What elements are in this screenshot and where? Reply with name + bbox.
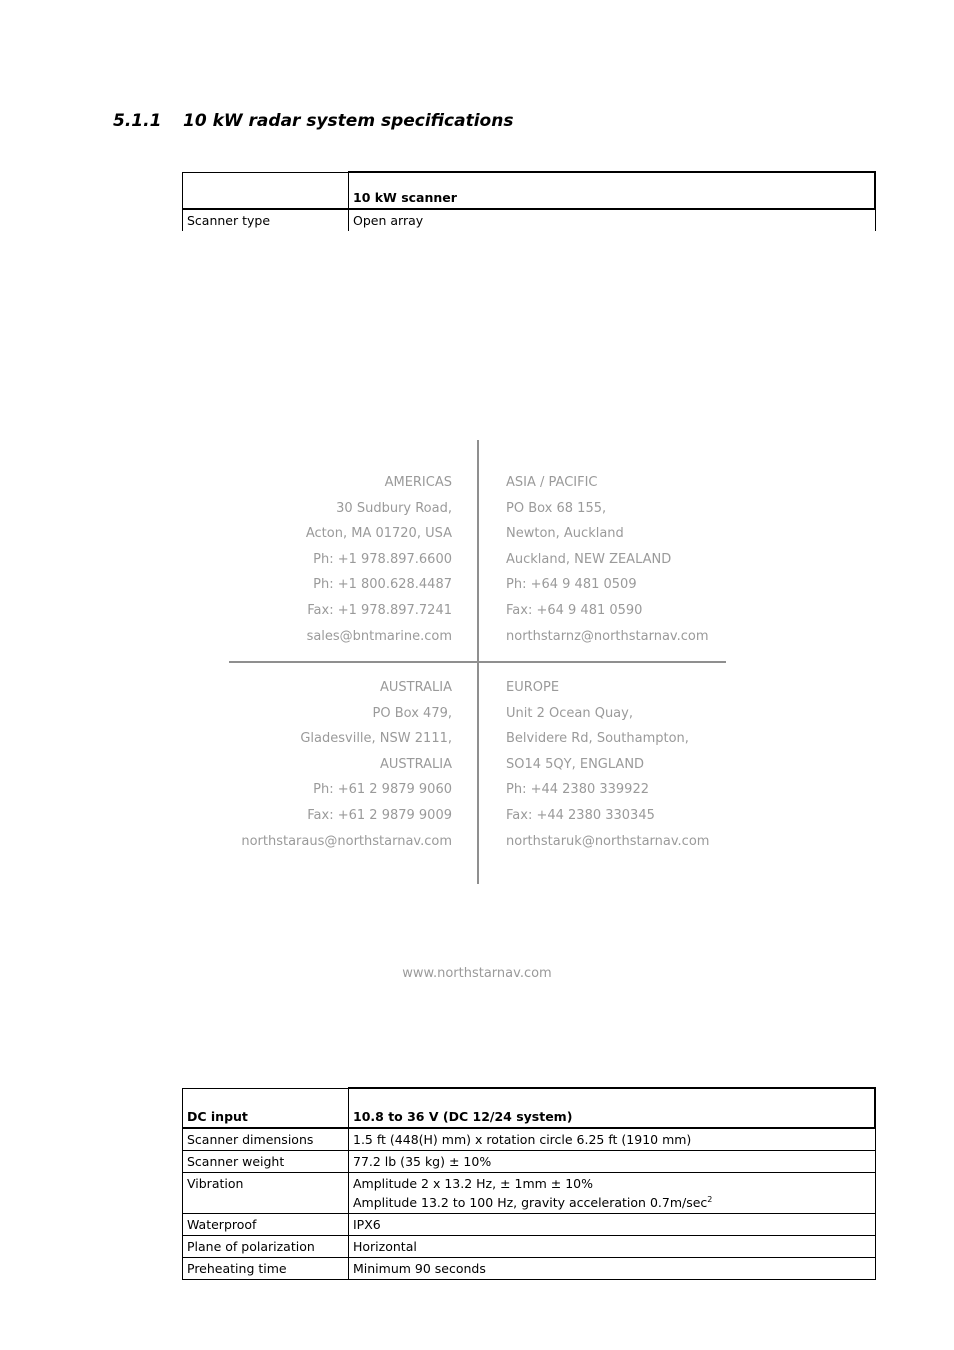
section-number: 5.1.1 — [113, 111, 162, 131]
phone: Ph: +1 800.628.4487 — [313, 577, 452, 593]
website-url: www.northstarnav.com — [402, 966, 552, 981]
contact-europe — [506, 675, 709, 854]
fax: Fax: +61 2 9879 9009 — [307, 807, 452, 823]
value-line: Amplitude 2 x 13.2 Hz, ± 1mm ± 10% — [353, 1176, 593, 1191]
contact-americas — [306, 470, 452, 649]
table-row — [183, 1258, 876, 1280]
row-value: Minimum 90 seconds — [349, 1258, 876, 1280]
email: northstarnz@northstarnav.com — [506, 628, 709, 644]
section-title: 10 kW radar system specifications — [183, 111, 514, 131]
address-line: AUSTRALIA — [380, 756, 452, 772]
table-header-row — [183, 1088, 876, 1128]
region-name: EUROPE — [506, 680, 560, 695]
table-row — [183, 1214, 876, 1236]
address-line: PO Box 479, — [372, 705, 452, 721]
region-name: ASIA / PACIFIC — [506, 475, 598, 490]
table-row — [183, 1128, 876, 1151]
contact-asia-pacific — [506, 470, 709, 649]
row-value: 77.2 lb (35 kg) ± 10% — [349, 1151, 876, 1173]
value-text: Amplitude 13.2 to 100 Hz, gravity acceleration 0.7m/sec — [353, 1195, 708, 1210]
section-heading — [113, 111, 513, 131]
fax: Fax: +44 2380 330345 — [506, 807, 655, 823]
header-cell-label — [183, 172, 349, 209]
row-label: Scanner type — [183, 209, 349, 231]
fax: Fax: +64 9 481 0590 — [506, 602, 643, 618]
region-name: AUSTRALIA — [380, 680, 452, 695]
row-label: Preheating time — [183, 1258, 349, 1280]
row-value: Open array — [349, 209, 876, 231]
email: northstaraus@northstarnav.com — [241, 833, 452, 849]
contact-australia — [241, 675, 452, 854]
row-label: Waterproof — [183, 1214, 349, 1236]
row-value: Horizontal — [349, 1236, 876, 1258]
phone: Ph: +61 2 9879 9060 — [313, 782, 452, 798]
row-label: Scanner weight — [183, 1151, 349, 1173]
phone: Ph: +1 978.897.6600 — [313, 551, 452, 567]
row-label: Scanner dimensions — [183, 1128, 349, 1151]
table-row — [183, 209, 876, 231]
phone: Ph: +44 2380 339922 — [506, 782, 649, 798]
header-cell-value: 10.8 to 36 V (DC 12/24 system) — [349, 1088, 876, 1128]
address-line: 30 Sudbury Road, — [336, 500, 452, 516]
address-line: Unit 2 Ocean Quay, — [506, 705, 633, 721]
table-row — [183, 1173, 876, 1214]
row-value: IPX6 — [349, 1214, 876, 1236]
row-label: Vibration — [183, 1173, 349, 1214]
region-name: AMERICAS — [384, 475, 452, 490]
header-cell-label: DC input — [183, 1088, 349, 1128]
email: sales@bntmarine.com — [306, 628, 452, 644]
fax: Fax: +1 978.897.7241 — [307, 602, 452, 618]
address-line: Auckland, NEW ZEALAND — [506, 551, 672, 567]
contact-horizontal-divider — [229, 661, 726, 663]
superscript: 2 — [707, 1194, 713, 1204]
table-row — [183, 1151, 876, 1173]
header-cell-value: 10 kW scanner — [349, 172, 876, 209]
phone: Ph: +64 9 481 0509 — [506, 577, 637, 593]
email: northstaruk@northstarnav.com — [506, 833, 710, 849]
value-line — [353, 1193, 871, 1212]
row-value: 1.5 ft (448(H) mm) x rotation circle 6.25 ft (1910 mm) — [349, 1128, 876, 1151]
address-line: SO14 5QY, ENGLAND — [506, 756, 645, 772]
address-line: Belvidere Rd, Southampton, — [506, 731, 689, 747]
address-line: PO Box 68 155, — [506, 500, 607, 516]
table-row — [183, 1236, 876, 1258]
row-value — [349, 1173, 876, 1214]
spec-table-bottom — [182, 1087, 876, 1280]
address-line: Newton, Auckland — [506, 526, 624, 542]
table-header-row — [183, 172, 876, 209]
address-line: Gladesville, NSW 2111, — [300, 731, 452, 747]
address-line: Acton, MA 01720, USA — [305, 526, 452, 542]
row-label: Plane of polarization — [183, 1236, 349, 1258]
spec-table-top — [182, 171, 876, 231]
